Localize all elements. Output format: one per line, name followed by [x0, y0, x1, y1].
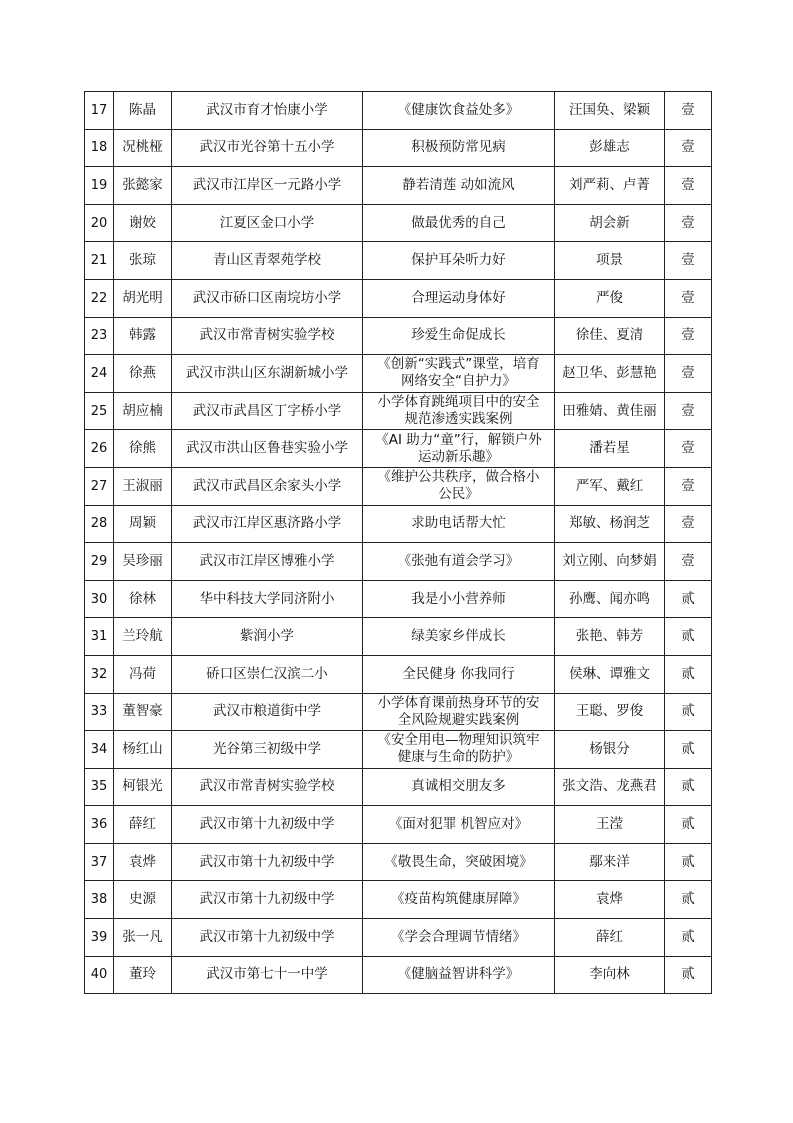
- advisor-names-cell: 刘严莉、卢菁: [555, 167, 665, 205]
- work-title-cell: 《面对犯罪 机智应对》: [363, 806, 555, 844]
- school-name-cell: 武汉市光谷第十五小学: [172, 129, 363, 167]
- row-number-cell: 30: [85, 580, 114, 618]
- row-number-cell: 21: [85, 242, 114, 280]
- work-title-cell: 《维护公共秩序，做合格小公民》: [363, 467, 555, 505]
- work-title-cell: 《安全用电—物理知识筑牢健康与生命的防护》: [363, 731, 555, 769]
- school-name-cell: 武汉市江岸区博雅小学: [172, 543, 363, 581]
- award-grade-cell: 壹: [665, 279, 712, 317]
- award-grade-cell: 贰: [665, 618, 712, 656]
- row-number-cell: 39: [85, 919, 114, 957]
- author-name-cell: 胡应楠: [114, 392, 172, 430]
- advisor-names-cell: 王滢: [555, 806, 665, 844]
- author-name-cell: 杨红山: [114, 731, 172, 769]
- advisor-names-cell: 彭雄志: [555, 129, 665, 167]
- advisor-names-cell: 孙鹰、闻亦鸣: [555, 580, 665, 618]
- school-name-cell: 武汉市洪山区东湖新城小学: [172, 355, 363, 393]
- school-name-cell: 武汉市江岸区惠济路小学: [172, 505, 363, 543]
- award-grade-cell: 壹: [665, 467, 712, 505]
- advisor-names-cell: 张艳、韩芳: [555, 618, 665, 656]
- advisor-names-cell: 潘若星: [555, 430, 665, 468]
- advisor-names-cell: 郑敏、杨润芝: [555, 505, 665, 543]
- work-title-cell: 《健脑益智讲科学》: [363, 956, 555, 994]
- school-name-cell: 武汉市第十九初级中学: [172, 881, 363, 919]
- award-grade-cell: 壹: [665, 505, 712, 543]
- advisor-names-cell: 徐佳、夏清: [555, 317, 665, 355]
- award-grade-cell: 壹: [665, 92, 712, 130]
- award-grade-cell: 贰: [665, 693, 712, 731]
- author-name-cell: 徐燕: [114, 355, 172, 393]
- award-grade-cell: 贰: [665, 919, 712, 957]
- table-row: [85, 580, 712, 618]
- author-name-cell: 兰玲航: [114, 618, 172, 656]
- table-row: [85, 392, 712, 430]
- school-name-cell: 武汉市粮道街中学: [172, 693, 363, 731]
- advisor-names-cell: 严俊: [555, 279, 665, 317]
- work-title-cell: 珍爱生命促成长: [363, 317, 555, 355]
- school-name-cell: 江夏区金口小学: [172, 204, 363, 242]
- advisor-names-cell: 侯琳、谭雅文: [555, 655, 665, 693]
- work-title-cell: 小学体育跳绳项目中的安全规范渗透实践案例: [363, 392, 555, 430]
- work-title-cell: 保护耳朵听力好: [363, 242, 555, 280]
- row-number-cell: 31: [85, 618, 114, 656]
- school-name-cell: 武汉市第七十一中学: [172, 956, 363, 994]
- award-grade-cell: 壹: [665, 430, 712, 468]
- work-title-cell: 《AI 助力“童”行，解锁户外运动新乐趣》: [363, 430, 555, 468]
- school-name-cell: 青山区青翠苑学校: [172, 242, 363, 280]
- row-number-cell: 26: [85, 430, 114, 468]
- author-name-cell: 王淑丽: [114, 467, 172, 505]
- author-name-cell: 张懿家: [114, 167, 172, 205]
- work-title-cell: 全民健身 你我同行: [363, 655, 555, 693]
- advisor-names-cell: 刘立刚、向梦娟: [555, 543, 665, 581]
- table-row: [85, 167, 712, 205]
- advisor-names-cell: 严军、戴红: [555, 467, 665, 505]
- row-number-cell: 29: [85, 543, 114, 581]
- row-number-cell: 33: [85, 693, 114, 731]
- author-name-cell: 柯银光: [114, 768, 172, 806]
- award-grade-cell: 壹: [665, 392, 712, 430]
- row-number-cell: 28: [85, 505, 114, 543]
- advisor-names-cell: 杨银分: [555, 731, 665, 769]
- advisor-names-cell: 项景: [555, 242, 665, 280]
- work-title-cell: 《疫苗构筑健康屏障》: [363, 881, 555, 919]
- school-name-cell: 武汉市洪山区鲁巷实验小学: [172, 430, 363, 468]
- advisor-names-cell: 赵卫华、彭慧艳: [555, 355, 665, 393]
- work-title-cell: 绿美家乡伴成长: [363, 618, 555, 656]
- table-row: [85, 693, 712, 731]
- row-number-cell: 35: [85, 768, 114, 806]
- row-number-cell: 17: [85, 92, 114, 130]
- award-grade-cell: 贰: [665, 731, 712, 769]
- row-number-cell: 36: [85, 806, 114, 844]
- award-grade-cell: 壹: [665, 167, 712, 205]
- award-list-body: [85, 92, 712, 994]
- advisor-names-cell: 张文浩、龙燕君: [555, 768, 665, 806]
- author-name-cell: 张一凡: [114, 919, 172, 957]
- award-grade-cell: 壹: [665, 204, 712, 242]
- advisor-names-cell: 王聪、罗俊: [555, 693, 665, 731]
- school-name-cell: 紫润小学: [172, 618, 363, 656]
- work-title-cell: 静若清莲 动如流风: [363, 167, 555, 205]
- school-name-cell: 武汉市第十九初级中学: [172, 919, 363, 957]
- row-number-cell: 37: [85, 843, 114, 881]
- table-row: [85, 543, 712, 581]
- table-row: [85, 806, 712, 844]
- school-name-cell: 武汉市硚口区南垸坊小学: [172, 279, 363, 317]
- row-number-cell: 38: [85, 881, 114, 919]
- school-name-cell: 武汉市育才怡康小学: [172, 92, 363, 130]
- author-name-cell: 胡光明: [114, 279, 172, 317]
- author-name-cell: 董智豪: [114, 693, 172, 731]
- award-grade-cell: 贰: [665, 956, 712, 994]
- table-row: [85, 430, 712, 468]
- row-number-cell: 19: [85, 167, 114, 205]
- school-name-cell: 武汉市常青树实验学校: [172, 768, 363, 806]
- work-title-cell: 《敬畏生命，突破困境》: [363, 843, 555, 881]
- award-grade-cell: 贰: [665, 768, 712, 806]
- work-title-cell: 《创新“实践式”课堂，培育网络安全“自护力》: [363, 355, 555, 393]
- school-name-cell: 武汉市常青树实验学校: [172, 317, 363, 355]
- author-name-cell: 徐林: [114, 580, 172, 618]
- work-title-cell: 小学体育课前热身环节的安全风险规避实践案例: [363, 693, 555, 731]
- author-name-cell: 董玲: [114, 956, 172, 994]
- award-grade-cell: 贰: [665, 580, 712, 618]
- advisor-names-cell: 李向林: [555, 956, 665, 994]
- school-name-cell: 武汉市第十九初级中学: [172, 806, 363, 844]
- advisor-names-cell: 鄢来洋: [555, 843, 665, 881]
- school-name-cell: 光谷第三初级中学: [172, 731, 363, 769]
- row-number-cell: 22: [85, 279, 114, 317]
- advisor-names-cell: 田雅婧、黄佳丽: [555, 392, 665, 430]
- author-name-cell: 韩露: [114, 317, 172, 355]
- work-title-cell: 积极预防常见病: [363, 129, 555, 167]
- advisor-names-cell: 胡会新: [555, 204, 665, 242]
- work-title-cell: 《健康饮食益处多》: [363, 92, 555, 130]
- award-grade-cell: 壹: [665, 543, 712, 581]
- author-name-cell: 史源: [114, 881, 172, 919]
- author-name-cell: 冯荷: [114, 655, 172, 693]
- table-row: [85, 505, 712, 543]
- row-number-cell: 20: [85, 204, 114, 242]
- work-title-cell: 做最优秀的自己: [363, 204, 555, 242]
- advisor-names-cell: 汪国奂、梁颖: [555, 92, 665, 130]
- author-name-cell: 徐熊: [114, 430, 172, 468]
- author-name-cell: 陈晶: [114, 92, 172, 130]
- school-name-cell: 武汉市江岸区一元路小学: [172, 167, 363, 205]
- row-number-cell: 40: [85, 956, 114, 994]
- award-grade-cell: 壹: [665, 317, 712, 355]
- school-name-cell: 硚口区崇仁汉滨二小: [172, 655, 363, 693]
- award-grade-cell: 贰: [665, 806, 712, 844]
- school-name-cell: 华中科技大学同济附小: [172, 580, 363, 618]
- table-row: [85, 881, 712, 919]
- work-title-cell: 《学会合理调节情绪》: [363, 919, 555, 957]
- table-row: [85, 467, 712, 505]
- row-number-cell: 25: [85, 392, 114, 430]
- school-name-cell: 武汉市第十九初级中学: [172, 843, 363, 881]
- author-name-cell: 谢姣: [114, 204, 172, 242]
- advisor-names-cell: 薛红: [555, 919, 665, 957]
- advisor-names-cell: 袁烨: [555, 881, 665, 919]
- table-row: [85, 204, 712, 242]
- row-number-cell: 23: [85, 317, 114, 355]
- award-grade-cell: 壹: [665, 129, 712, 167]
- award-grade-cell: 贰: [665, 843, 712, 881]
- table-row: [85, 618, 712, 656]
- author-name-cell: 张琼: [114, 242, 172, 280]
- author-name-cell: 薛红: [114, 806, 172, 844]
- table-row: [85, 956, 712, 994]
- award-grade-cell: 壹: [665, 355, 712, 393]
- work-title-cell: 合理运动身体好: [363, 279, 555, 317]
- work-title-cell: 求助电话帮大忙: [363, 505, 555, 543]
- row-number-cell: 27: [85, 467, 114, 505]
- row-number-cell: 18: [85, 129, 114, 167]
- award-grade-cell: 贰: [665, 881, 712, 919]
- work-title-cell: 《张弛有道会学习》: [363, 543, 555, 581]
- school-name-cell: 武汉市武昌区余家头小学: [172, 467, 363, 505]
- award-list-table: [84, 91, 712, 994]
- table-row: [85, 843, 712, 881]
- school-name-cell: 武汉市武昌区丁字桥小学: [172, 392, 363, 430]
- author-name-cell: 吴珍丽: [114, 543, 172, 581]
- table-row: [85, 355, 712, 393]
- row-number-cell: 24: [85, 355, 114, 393]
- table-row: [85, 919, 712, 957]
- table-row: [85, 92, 712, 130]
- author-name-cell: 袁烨: [114, 843, 172, 881]
- table-row: [85, 242, 712, 280]
- table-row: [85, 279, 712, 317]
- award-grade-cell: 壹: [665, 242, 712, 280]
- work-title-cell: 我是小小营养师: [363, 580, 555, 618]
- author-name-cell: 况桃桠: [114, 129, 172, 167]
- author-name-cell: 周颖: [114, 505, 172, 543]
- table-row: [85, 129, 712, 167]
- row-number-cell: 34: [85, 731, 114, 769]
- work-title-cell: 真诚相交朋友多: [363, 768, 555, 806]
- table-row: [85, 655, 712, 693]
- table-row: [85, 317, 712, 355]
- table-row: [85, 768, 712, 806]
- table-row: [85, 731, 712, 769]
- award-grade-cell: 贰: [665, 655, 712, 693]
- row-number-cell: 32: [85, 655, 114, 693]
